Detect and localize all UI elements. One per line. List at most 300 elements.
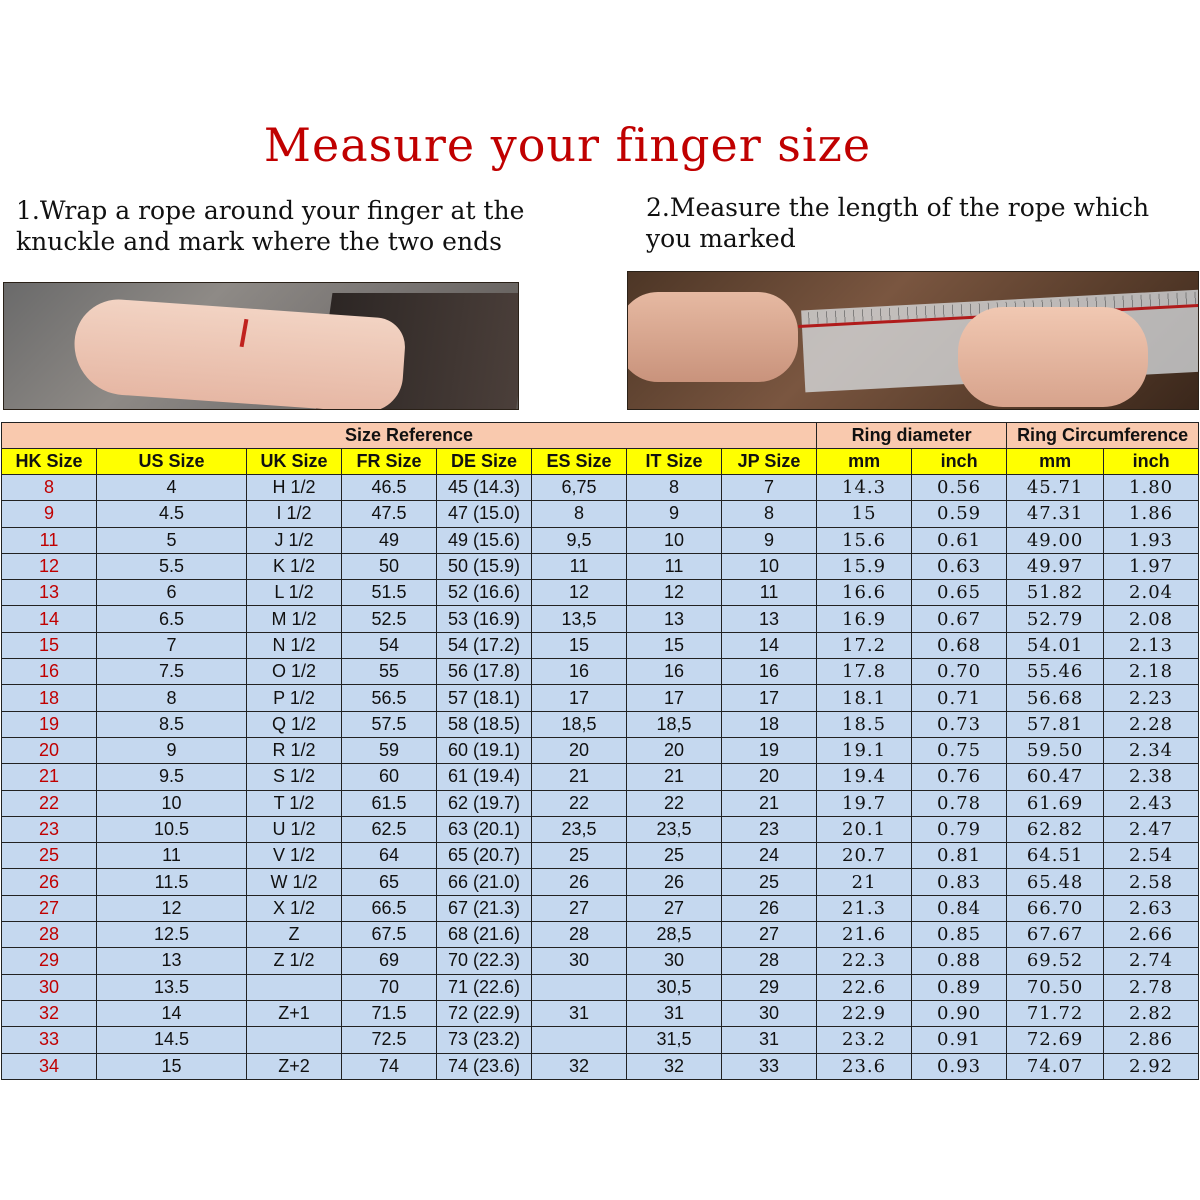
table-cell: 0.81 — [912, 843, 1007, 869]
table-cell: 70.50 — [1007, 974, 1104, 1000]
table-cell: 20.7 — [817, 843, 912, 869]
table-cell: 1.86 — [1104, 501, 1199, 527]
table-cell: 0.67 — [912, 606, 1007, 632]
table-cell: 27 — [532, 895, 627, 921]
table-cell: 49.00 — [1007, 527, 1104, 553]
table-cell: 31 — [627, 1000, 722, 1026]
table-cell: 12 — [2, 553, 97, 579]
table-cell: 30 — [2, 974, 97, 1000]
table-cell: 4 — [97, 475, 247, 501]
table-row — [2, 974, 1199, 1000]
table-cell: 55.46 — [1007, 659, 1104, 685]
table-cell: 66.5 — [342, 895, 437, 921]
table-cell: V 1/2 — [247, 843, 342, 869]
table-cell: 2.82 — [1104, 1000, 1199, 1026]
table-cell: S 1/2 — [247, 764, 342, 790]
table-cell: 21 — [2, 764, 97, 790]
group-header-cell: Size Reference — [2, 423, 817, 449]
table-cell: 13 — [2, 580, 97, 606]
table-cell — [247, 974, 342, 1000]
table-cell: 25 — [627, 843, 722, 869]
table-cell: 19.7 — [817, 790, 912, 816]
table-cell: 27 — [627, 895, 722, 921]
table-cell: X 1/2 — [247, 895, 342, 921]
table-cell: 14 — [2, 606, 97, 632]
table-cell: 2.23 — [1104, 685, 1199, 711]
column-header: US Size — [97, 449, 247, 475]
table-cell: 2.66 — [1104, 922, 1199, 948]
table-cell: 70 (22.3) — [437, 948, 532, 974]
table-cell: 15 — [817, 501, 912, 527]
ring-size-table — [1, 422, 1199, 1080]
table-cell: 13 — [97, 948, 247, 974]
table-cell: 0.79 — [912, 816, 1007, 842]
table-cell: 2.38 — [1104, 764, 1199, 790]
table-cell: 11.5 — [97, 869, 247, 895]
table-cell: 15 — [2, 632, 97, 658]
table-cell: 14 — [97, 1000, 247, 1026]
column-header: mm — [817, 449, 912, 475]
table-cell: 0.73 — [912, 711, 1007, 737]
table-cell: 21.6 — [817, 922, 912, 948]
table-cell: 16 — [532, 659, 627, 685]
table-cell: 56.5 — [342, 685, 437, 711]
table-cell: 1.93 — [1104, 527, 1199, 553]
table-cell: W 1/2 — [247, 869, 342, 895]
table-cell: 29 — [2, 948, 97, 974]
table-cell: 0.59 — [912, 501, 1007, 527]
table-cell: 20 — [532, 737, 627, 763]
table-cell: 17.2 — [817, 632, 912, 658]
table-row — [2, 764, 1199, 790]
table-cell: 23,5 — [627, 816, 722, 842]
table-cell: 2.92 — [1104, 1053, 1199, 1079]
table-cell: 0.68 — [912, 632, 1007, 658]
table-cell: 24 — [722, 843, 817, 869]
table-cell: 15 — [97, 1053, 247, 1079]
page-title: Measure your finger size — [263, 118, 872, 172]
table-cell: N 1/2 — [247, 632, 342, 658]
table-cell: 46.5 — [342, 475, 437, 501]
table-cell: 61.69 — [1007, 790, 1104, 816]
table-cell: 21 — [627, 764, 722, 790]
table-cell: 33 — [2, 1027, 97, 1053]
table-row — [2, 501, 1199, 527]
table-cell: 22.9 — [817, 1000, 912, 1026]
table-cell: 2.86 — [1104, 1027, 1199, 1053]
table-cell: 23,5 — [532, 816, 627, 842]
table-cell: 72.5 — [342, 1027, 437, 1053]
table-cell: 2.28 — [1104, 711, 1199, 737]
table-row — [2, 553, 1199, 579]
column-header: ES Size — [532, 449, 627, 475]
table-cell: 22 — [532, 790, 627, 816]
table-cell: 64.51 — [1007, 843, 1104, 869]
table-cell: 52.5 — [342, 606, 437, 632]
column-header: DE Size — [437, 449, 532, 475]
table-cell: 0.88 — [912, 948, 1007, 974]
table-cell: Z+2 — [247, 1053, 342, 1079]
table-cell: R 1/2 — [247, 737, 342, 763]
column-header: HK Size — [2, 449, 97, 475]
table-cell: K 1/2 — [247, 553, 342, 579]
table-cell: 28,5 — [627, 922, 722, 948]
table-cell: 61.5 — [342, 790, 437, 816]
table-cell: 69 — [342, 948, 437, 974]
table-cell: 63 (20.1) — [437, 816, 532, 842]
table-row — [2, 1027, 1199, 1053]
table-cell: 67.67 — [1007, 922, 1104, 948]
column-header: inch — [912, 449, 1007, 475]
table-cell: 0.85 — [912, 922, 1007, 948]
table-cell: 8 — [2, 475, 97, 501]
column-header: FR Size — [342, 449, 437, 475]
table-cell: 10 — [97, 790, 247, 816]
table-cell: 30 — [722, 1000, 817, 1026]
table-cell: 2.04 — [1104, 580, 1199, 606]
table-cell: 0.84 — [912, 895, 1007, 921]
table-cell: 19 — [2, 711, 97, 737]
table-cell: 2.74 — [1104, 948, 1199, 974]
table-cell: 62.5 — [342, 816, 437, 842]
table-cell: 28 — [722, 948, 817, 974]
table-cell: 15.6 — [817, 527, 912, 553]
table-cell: 12 — [97, 895, 247, 921]
table-cell: 12 — [627, 580, 722, 606]
table-cell: 32 — [532, 1053, 627, 1079]
table-row — [2, 711, 1199, 737]
table-cell: 15 — [627, 632, 722, 658]
table-cell: 2.47 — [1104, 816, 1199, 842]
table-cell: 29 — [722, 974, 817, 1000]
table-row — [2, 475, 1199, 501]
table-cell: 52 (16.6) — [437, 580, 532, 606]
table-cell: Z — [247, 922, 342, 948]
table-cell: 23 — [722, 816, 817, 842]
table-cell: 9.5 — [97, 764, 247, 790]
table-cell: 17.8 — [817, 659, 912, 685]
table-row — [2, 632, 1199, 658]
table-cell: 27 — [722, 922, 817, 948]
table-header-row — [2, 449, 1199, 475]
table-cell: 57.5 — [342, 711, 437, 737]
table-cell: 56 (17.8) — [437, 659, 532, 685]
table-cell: 16 — [722, 659, 817, 685]
group-header-cell: Ring diameter — [817, 423, 1007, 449]
table-cell: 31 — [722, 1027, 817, 1053]
table-cell: L 1/2 — [247, 580, 342, 606]
table-cell: 66 (21.0) — [437, 869, 532, 895]
table-cell: 14.5 — [97, 1027, 247, 1053]
table-cell: 12.5 — [97, 922, 247, 948]
table-cell: 33 — [722, 1053, 817, 1079]
table-cell: O 1/2 — [247, 659, 342, 685]
table-cell: 60 (19.1) — [437, 737, 532, 763]
table-row — [2, 816, 1199, 842]
table-cell: 18,5 — [627, 711, 722, 737]
table-cell: 18,5 — [532, 711, 627, 737]
table-cell: 65 — [342, 869, 437, 895]
table-cell: 18 — [722, 711, 817, 737]
table-cell: 13 — [722, 606, 817, 632]
table-cell: 0.78 — [912, 790, 1007, 816]
table-cell: 12 — [532, 580, 627, 606]
table-cell: 62.82 — [1007, 816, 1104, 842]
table-cell: 21 — [532, 764, 627, 790]
table-cell — [532, 1027, 627, 1053]
table-cell: 0.56 — [912, 475, 1007, 501]
table-cell: 0.91 — [912, 1027, 1007, 1053]
table-cell: M 1/2 — [247, 606, 342, 632]
table-cell: 54 — [342, 632, 437, 658]
table-cell: I 1/2 — [247, 501, 342, 527]
column-header: inch — [1104, 449, 1199, 475]
table-cell: 21 — [722, 790, 817, 816]
table-cell: 22.6 — [817, 974, 912, 1000]
table-cell: 32 — [2, 1000, 97, 1026]
table-cell: 13 — [627, 606, 722, 632]
table-row — [2, 895, 1199, 921]
table-row — [2, 922, 1199, 948]
table-cell: Z+1 — [247, 1000, 342, 1026]
table-cell: 2.58 — [1104, 869, 1199, 895]
table-cell: 14 — [722, 632, 817, 658]
table-cell: 28 — [532, 922, 627, 948]
table-cell: 49.97 — [1007, 553, 1104, 579]
table-cell: 18 — [2, 685, 97, 711]
table-cell: 26 — [722, 895, 817, 921]
left-hand-shape — [627, 292, 798, 382]
table-cell: 54 (17.2) — [437, 632, 532, 658]
table-cell: 2.43 — [1104, 790, 1199, 816]
table-cell: 61 (19.4) — [437, 764, 532, 790]
table-cell: 74 — [342, 1053, 437, 1079]
table-cell: 13.5 — [97, 974, 247, 1000]
table-cell: 19.4 — [817, 764, 912, 790]
table-cell: 71 (22.6) — [437, 974, 532, 1000]
table-cell: 0.76 — [912, 764, 1007, 790]
table-cell: 10 — [722, 553, 817, 579]
table-cell: 25 — [2, 843, 97, 869]
table-cell: 11 — [627, 553, 722, 579]
table-cell: 67 (21.3) — [437, 895, 532, 921]
table-cell: 17 — [627, 685, 722, 711]
table-cell: 49 (15.6) — [437, 527, 532, 553]
table-cell — [247, 1027, 342, 1053]
table-cell: 2.18 — [1104, 659, 1199, 685]
table-row — [2, 527, 1199, 553]
table-cell: 54.01 — [1007, 632, 1104, 658]
group-header-cell: Ring Circumference — [1007, 423, 1199, 449]
table-row — [2, 685, 1199, 711]
table-cell: 16 — [2, 659, 97, 685]
table-cell: 11 — [2, 527, 97, 553]
table-cell: 2.13 — [1104, 632, 1199, 658]
ruler-measure-photo — [627, 271, 1199, 410]
table-cell: 22.3 — [817, 948, 912, 974]
table-cell: 49 — [342, 527, 437, 553]
table-group-header-row — [2, 423, 1199, 449]
table-cell: 30,5 — [627, 974, 722, 1000]
table-row — [2, 843, 1199, 869]
table-cell: 11 — [532, 553, 627, 579]
table-cell: 15 — [532, 632, 627, 658]
table-cell: 52.79 — [1007, 606, 1104, 632]
table-cell: 0.90 — [912, 1000, 1007, 1026]
table-cell: 59 — [342, 737, 437, 763]
table-cell: 50 — [342, 553, 437, 579]
table-cell: 47.5 — [342, 501, 437, 527]
table-cell: 71.72 — [1007, 1000, 1104, 1026]
column-header: mm — [1007, 449, 1104, 475]
table-cell: 7.5 — [97, 659, 247, 685]
table-cell: 18.5 — [817, 711, 912, 737]
table-cell: 73 (23.2) — [437, 1027, 532, 1053]
column-header: IT Size — [627, 449, 722, 475]
table-cell: 21 — [817, 869, 912, 895]
table-row — [2, 737, 1199, 763]
table-cell: 19.1 — [817, 737, 912, 763]
table-cell: 69.52 — [1007, 948, 1104, 974]
table-row — [2, 790, 1199, 816]
table-cell: 50 (15.9) — [437, 553, 532, 579]
table-cell: 8 — [532, 501, 627, 527]
table-cell: 65.48 — [1007, 869, 1104, 895]
table-cell: 23.6 — [817, 1053, 912, 1079]
table-cell: 16.9 — [817, 606, 912, 632]
table-cell: 72 (22.9) — [437, 1000, 532, 1026]
table-cell: 15.9 — [817, 553, 912, 579]
table-cell: Z 1/2 — [247, 948, 342, 974]
table-cell: 8 — [97, 685, 247, 711]
table-cell: 0.71 — [912, 685, 1007, 711]
table-cell: 51.82 — [1007, 580, 1104, 606]
table-cell: 32 — [627, 1053, 722, 1079]
table-cell: 10.5 — [97, 816, 247, 842]
table-cell: 9 — [627, 501, 722, 527]
table-cell: 5.5 — [97, 553, 247, 579]
table-cell: 59.50 — [1007, 737, 1104, 763]
table-cell: 0.93 — [912, 1053, 1007, 1079]
table-row — [2, 869, 1199, 895]
table-cell: 70 — [342, 974, 437, 1000]
table-cell: 10 — [627, 527, 722, 553]
table-cell: 62 (19.7) — [437, 790, 532, 816]
table-cell: 2.54 — [1104, 843, 1199, 869]
table-row — [2, 948, 1199, 974]
table-cell: 11 — [722, 580, 817, 606]
table-cell: 67.5 — [342, 922, 437, 948]
table-cell: 2.78 — [1104, 974, 1199, 1000]
table-cell: 1.97 — [1104, 553, 1199, 579]
column-header: JP Size — [722, 449, 817, 475]
table-cell: 1.80 — [1104, 475, 1199, 501]
table-cell: 16.6 — [817, 580, 912, 606]
table-cell: 26 — [2, 869, 97, 895]
table-cell: 0.75 — [912, 737, 1007, 763]
table-cell: 0.63 — [912, 553, 1007, 579]
table-cell: 31 — [532, 1000, 627, 1026]
table-cell: 57.81 — [1007, 711, 1104, 737]
table-row — [2, 1053, 1199, 1079]
table-cell: 6.5 — [97, 606, 247, 632]
table-cell: 51.5 — [342, 580, 437, 606]
table-cell: 16 — [627, 659, 722, 685]
table-cell: 23.2 — [817, 1027, 912, 1053]
table-cell: 13,5 — [532, 606, 627, 632]
table-cell: 60 — [342, 764, 437, 790]
table-cell: 14.3 — [817, 475, 912, 501]
table-cell: 26 — [627, 869, 722, 895]
table-cell: 22 — [627, 790, 722, 816]
table-cell: 0.61 — [912, 527, 1007, 553]
table-cell: T 1/2 — [247, 790, 342, 816]
table-cell: 8 — [627, 475, 722, 501]
table-cell: 0.89 — [912, 974, 1007, 1000]
table-cell: 27 — [2, 895, 97, 921]
table-cell: 21.3 — [817, 895, 912, 921]
table-cell: 2.63 — [1104, 895, 1199, 921]
table-cell: 9 — [722, 527, 817, 553]
table-cell: 6,75 — [532, 475, 627, 501]
table-cell: 34 — [2, 1053, 97, 1079]
table-cell: 66.70 — [1007, 895, 1104, 921]
table-cell: 8 — [722, 501, 817, 527]
table-cell: 0.70 — [912, 659, 1007, 685]
table-cell: 72.69 — [1007, 1027, 1104, 1053]
table-cell: 74 (23.6) — [437, 1053, 532, 1079]
table-cell: 20 — [2, 737, 97, 763]
table-cell: 60.47 — [1007, 764, 1104, 790]
table-row — [2, 606, 1199, 632]
table-cell: U 1/2 — [247, 816, 342, 842]
table-cell: 31,5 — [627, 1027, 722, 1053]
table-cell: 58 (18.5) — [437, 711, 532, 737]
finger-wrap-photo — [3, 282, 519, 410]
table-cell: Q 1/2 — [247, 711, 342, 737]
step-1-instruction: 1.Wrap a rope around your finger at the knuckle and mark where the two ends — [16, 196, 525, 256]
table-cell: 7 — [97, 632, 247, 658]
table-cell: 47.31 — [1007, 501, 1104, 527]
table-cell: 7 — [722, 475, 817, 501]
table-cell: 0.83 — [912, 869, 1007, 895]
table-cell: P 1/2 — [247, 685, 342, 711]
table-cell: 47 (15.0) — [437, 501, 532, 527]
table-cell: 26 — [532, 869, 627, 895]
table-cell: 30 — [532, 948, 627, 974]
table-row — [2, 659, 1199, 685]
table-cell: 74.07 — [1007, 1053, 1104, 1079]
table-cell: 0.65 — [912, 580, 1007, 606]
table-cell: 57 (18.1) — [437, 685, 532, 711]
table-row — [2, 580, 1199, 606]
table-cell: 11 — [97, 843, 247, 869]
step-2-instruction: 2.Measure the length of the rope which you marked — [646, 193, 1150, 253]
table-cell: J 1/2 — [247, 527, 342, 553]
table-cell: 25 — [532, 843, 627, 869]
table-cell: 9,5 — [532, 527, 627, 553]
table-cell — [532, 974, 627, 1000]
column-header: UK Size — [247, 449, 342, 475]
table-cell: 8.5 — [97, 711, 247, 737]
table-cell: H 1/2 — [247, 475, 342, 501]
table-cell: 17 — [532, 685, 627, 711]
table-cell: 25 — [722, 869, 817, 895]
right-hand-shape — [958, 307, 1148, 407]
table-cell: 4.5 — [97, 501, 247, 527]
table-cell: 30 — [627, 948, 722, 974]
table-cell: 53 (16.9) — [437, 606, 532, 632]
